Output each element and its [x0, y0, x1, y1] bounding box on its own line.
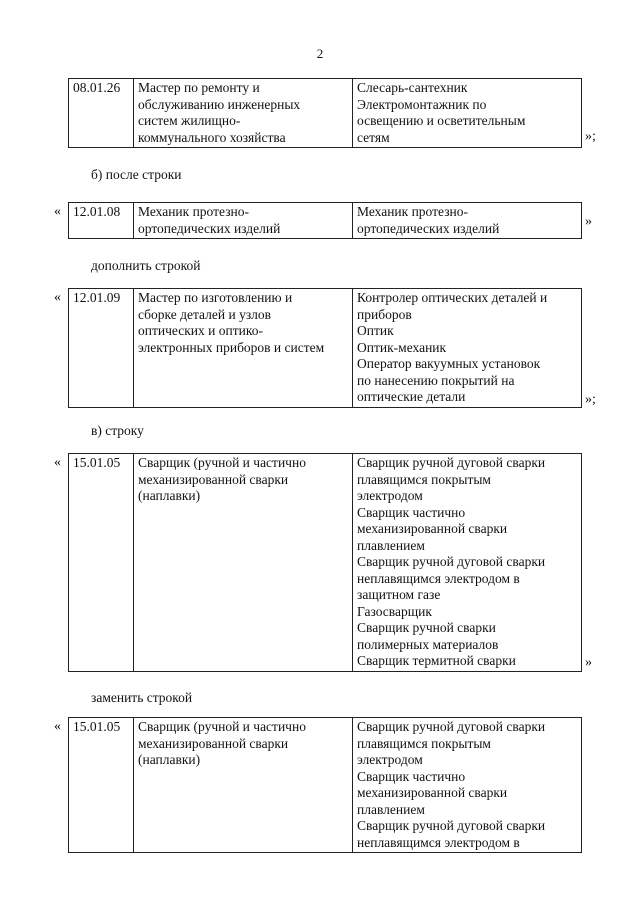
text-line: оптических и оптико-	[138, 323, 263, 338]
opening-quote: «	[54, 719, 61, 734]
paragraph-replace-line: заменить строкой	[91, 690, 193, 705]
program-name-cell	[134, 454, 353, 672]
text-line: Сварщик частично	[357, 768, 466, 784]
text-line: Сварщик (ручной и частично	[138, 719, 306, 734]
text-line: неплавящимся электродом в	[357, 834, 520, 850]
text-line: Сварщик ручной дуговой сварки	[357, 554, 546, 569]
text-line: Сварщик ручной дуговой сварки	[357, 818, 546, 833]
opening-quote: «	[54, 204, 61, 219]
text-line: ортопедических изделий	[357, 220, 500, 236]
text-line: механизированной сварки	[357, 785, 508, 800]
professions-cell	[353, 454, 582, 672]
text-line: Сварщик термитной сварки	[357, 653, 516, 668]
code-cell: 15.01.05	[69, 454, 134, 672]
program-name-cell	[134, 79, 353, 148]
table-row-15-01-05-old	[68, 453, 582, 672]
paragraph-add-line: дополнить строкой	[91, 258, 201, 273]
closing-quote: »;	[585, 129, 596, 144]
text-line: по нанесению покрытий на	[357, 372, 515, 388]
text-line: приборов	[357, 306, 412, 322]
text-line: обслуживанию инженерных	[138, 96, 301, 112]
table-row-08-01-26	[68, 78, 582, 148]
paragraph-line-c: в) строку	[91, 423, 144, 438]
code-cell: 08.01.26	[69, 79, 134, 148]
code-cell: 15.01.05	[69, 718, 134, 853]
text-line: сборке деталей и узлов	[138, 306, 272, 322]
page-number: 2	[316, 46, 324, 61]
text-line: Газосварщик	[357, 603, 432, 619]
text-line: плавящимся покрытым	[357, 735, 491, 751]
text-line: электродом	[357, 752, 423, 767]
text-line: Сварщик ручной дуговой сварки	[357, 455, 546, 470]
paragraph-after-line: б) после строки	[91, 167, 182, 182]
text-line: Сварщик частично	[357, 504, 466, 520]
text-line: неплавящимся электродом в	[357, 570, 520, 586]
closing-quote: »	[585, 655, 592, 670]
closing-quote: »	[585, 214, 592, 229]
table-row-15-01-05-new	[68, 717, 582, 853]
text-line: электродом	[357, 488, 423, 503]
professions-cell	[353, 718, 582, 853]
text-line: ортопедических изделий	[138, 220, 281, 236]
text-line: (наплавки)	[138, 752, 201, 767]
text-line: Оператор вакуумных установок	[357, 356, 541, 371]
program-name-cell	[134, 203, 353, 239]
text-line: Механик протезно-	[138, 204, 249, 219]
text-line: Сварщик ручной сварки	[357, 620, 496, 635]
text-line: механизированной сварки	[138, 471, 289, 487]
text-line: Сварщик (ручной и частично	[138, 455, 306, 470]
professions-cell	[353, 203, 582, 239]
text-line: (наплавки)	[138, 488, 201, 503]
text-line: защитном газе	[357, 587, 441, 602]
text-line: Контролер оптических деталей и	[357, 290, 548, 305]
text-line: освещению и осветительным	[357, 113, 526, 128]
text-line: Слесарь-сантехник	[357, 80, 468, 95]
program-name-cell	[134, 289, 353, 408]
opening-quote: «	[54, 290, 61, 305]
code-cell: 12.01.09	[69, 289, 134, 408]
text-line: оптические детали	[357, 389, 466, 404]
closing-quote: »;	[585, 392, 596, 407]
text-line: плавлением	[357, 801, 425, 817]
text-line: Механик протезно-	[357, 204, 468, 219]
code-cell: 12.01.08	[69, 203, 134, 239]
text-line: коммунального хозяйства	[138, 129, 286, 145]
text-line: плавящимся покрытым	[357, 471, 491, 487]
opening-quote: «	[54, 455, 61, 470]
text-line: Оптик	[357, 323, 394, 338]
table-row-12-01-08	[68, 202, 582, 239]
table-row-12-01-09	[68, 288, 582, 408]
text-line: систем жилищно-	[138, 113, 241, 128]
text-line: Оптик-механик	[357, 339, 447, 355]
text-line: Сварщик ручной дуговой сварки	[357, 719, 546, 734]
text-line: Электромонтажник по	[357, 96, 487, 112]
text-line: Мастер по изготовлению и	[138, 290, 293, 305]
text-line: плавлением	[357, 537, 425, 553]
professions-cell	[353, 289, 582, 408]
program-name-cell	[134, 718, 353, 853]
text-line: Мастер по ремонту и	[138, 80, 260, 95]
text-line: механизированной сварки	[138, 735, 289, 751]
text-line: электронных приборов и систем	[138, 339, 325, 355]
text-line: механизированной сварки	[357, 521, 508, 536]
text-line: полимерных материалов	[357, 636, 499, 652]
text-line: сетям	[357, 129, 390, 145]
professions-cell	[353, 79, 582, 148]
